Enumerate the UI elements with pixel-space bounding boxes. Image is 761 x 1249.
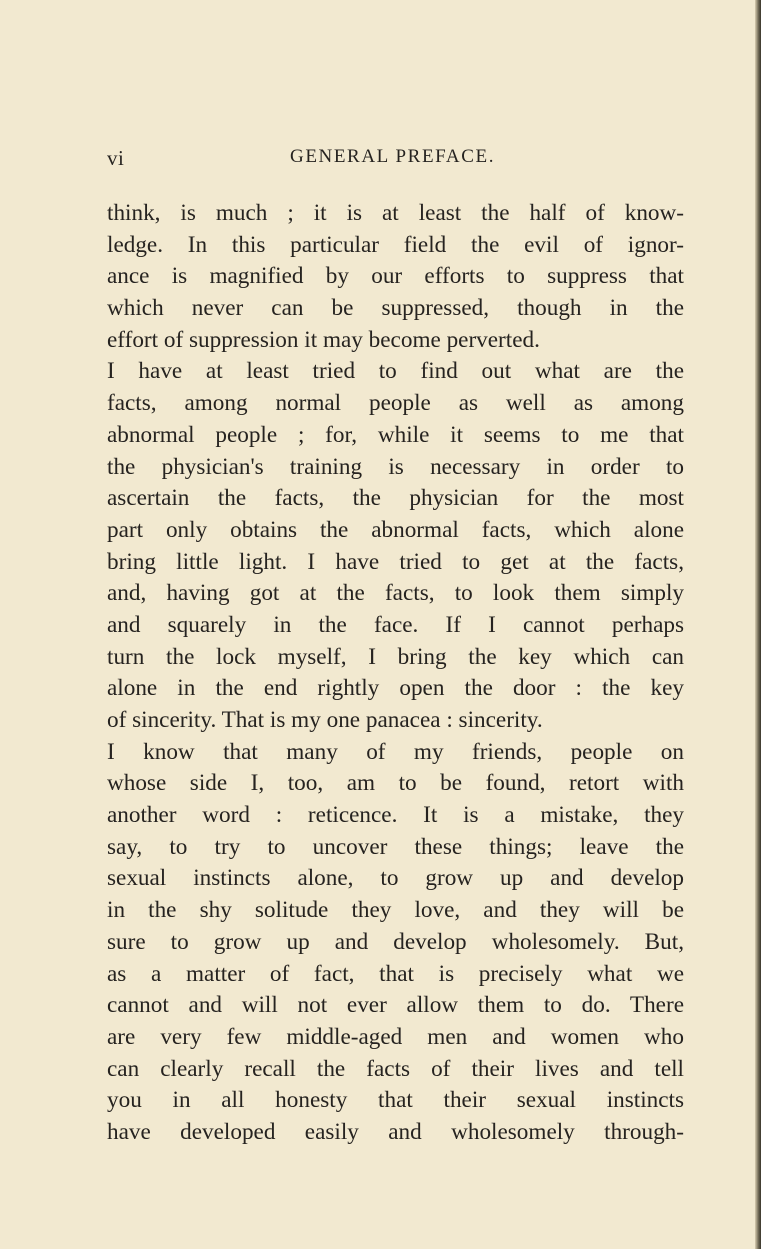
text-line: and squarely in the face. If I cannot perhaps (107, 611, 684, 638)
text-line: of sincerity. That is my one panacea : sincerity. (107, 707, 543, 733)
text-line: have developed easily and wholesomely through- (107, 1118, 684, 1145)
text-line: whose side I, too, am to be found, retort with (107, 770, 684, 797)
text-line: sexual instincts alone, to grow up and develop (107, 865, 684, 892)
text-line: and, having got at the facts, to look them simply (107, 580, 684, 607)
text-line: are very few middle-aged men and women who (107, 1023, 684, 1050)
text-line: the physician's training is necessary in order to (107, 453, 684, 480)
text-line: think, is much ; it is at least the half of know- (107, 200, 684, 226)
text-line: say, to try to uncover these things; leave the (107, 833, 684, 860)
text-line: ance is magnified by our efforts to suppress that (107, 263, 684, 290)
text-line: as a matter of fact, that is precisely what we (107, 960, 684, 987)
text-line: ledge. In this particular field the evil of ignor- (107, 231, 684, 258)
text-line: in the shy solitude they love, and they will be (107, 897, 684, 924)
page-number: vi (107, 146, 125, 170)
text-line: turn the lock myself, I bring the key which can (107, 643, 684, 670)
text-line: ascertain the facts, the physician for the most (107, 485, 684, 512)
text-line: I know that many of my friends, people on (107, 738, 684, 765)
text-line: cannot and will not ever allow them to do. There (107, 992, 684, 1019)
body-text (107, 198, 684, 1149)
text-line: part only obtains the abnormal facts, which alone (107, 516, 684, 543)
text-line: alone in the end rightly open the door : the key (107, 675, 684, 702)
text-line: another word : reticence. It is a mistake, they (107, 802, 684, 829)
text-line: I have at least tried to find out what are the (107, 358, 684, 385)
text-line: which never can be suppressed, though in the (107, 295, 684, 322)
text-line: bring little light. I have tried to get at the facts, (107, 548, 684, 575)
text-line: you in all honesty that their sexual instincts (107, 1087, 684, 1114)
text-line: effort of suppression it may become perverted. (107, 326, 540, 353)
text-line: facts, among normal people as well as among (107, 390, 684, 417)
running-head-title: GENERAL PREFACE. (290, 146, 496, 167)
text-line: sure to grow up and develop wholesomely. But, (107, 928, 684, 955)
page-edge-shadow (755, 0, 761, 1249)
text-line: abnormal people ; for, while it seems to me that (107, 421, 684, 448)
text-line: can clearly recall the facts of their lives and tell (107, 1055, 684, 1082)
running-head (107, 146, 684, 174)
